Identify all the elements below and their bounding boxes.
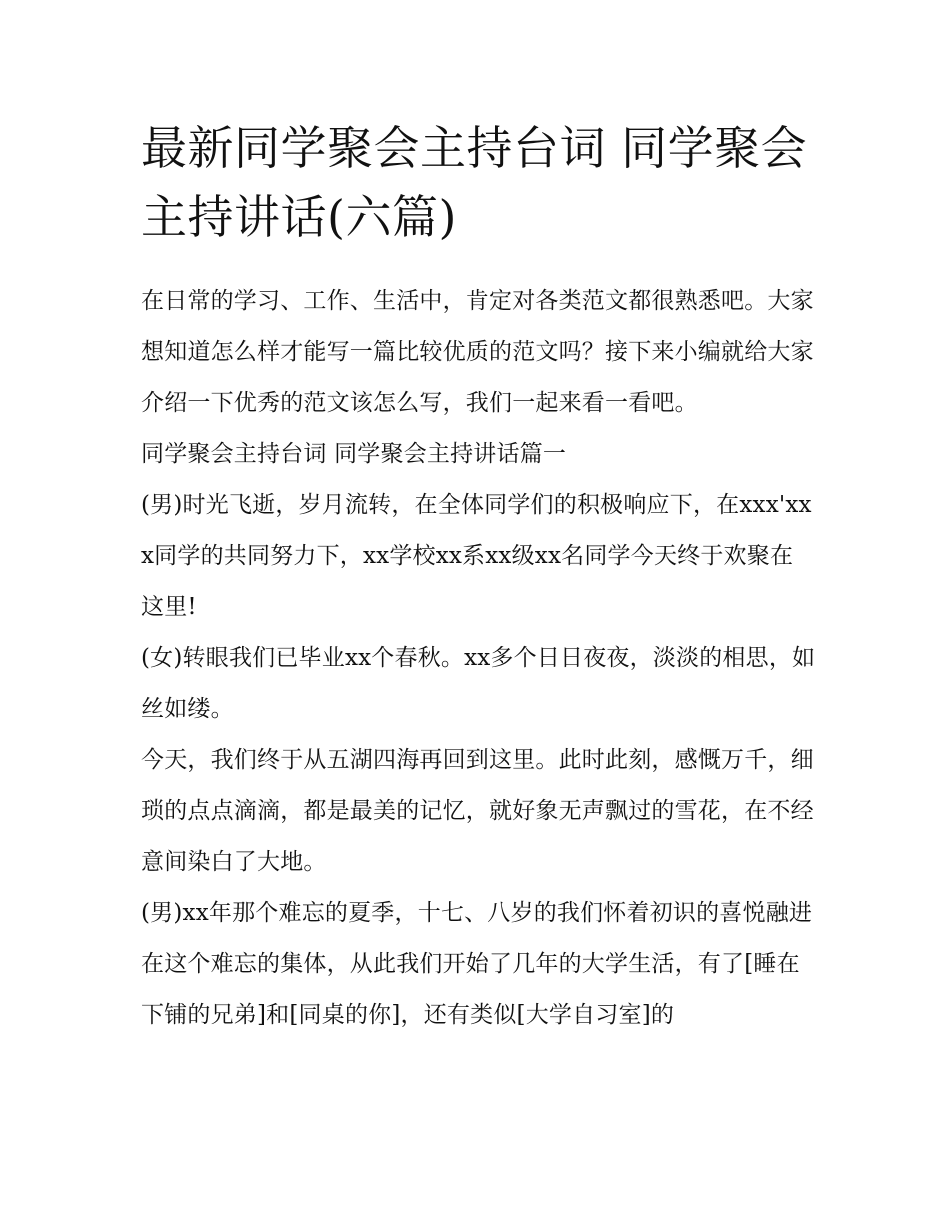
body-paragraph: 今天，我们终于从五湖四海再回到这里。此时此刻，感慨万千，细琐的点点滴滴，都是最美的记忆，就好象无声飘过的雪花，在不经意间染白了大地。 <box>141 747 814 875</box>
body-paragraph: (男)时光飞逝，岁月流转，在全体同学们的积极响应下，在xxx'xxx同学的共同努力下，xx学校xx系xx级xx名同学今天终于欢聚在这里! <box>141 492 812 620</box>
body-paragraph: (女)转眼我们已毕业xx个春秋。xx多个日日夜夜，淡淡的相思，如丝如缕。 <box>141 645 816 722</box>
body-paragraph: (男)xx年那个难忘的夏季，十七、八岁的我们怀着初识的喜悦融进在这个难忘的集体，从此我们开始了几年的大学生活，有了[睡在下铺的兄弟]和[同桌的你]，还有类似[大学自习室]的 <box>141 900 813 1028</box>
section-heading: 同学聚会主持台词 同学聚会主持讲话篇一 <box>141 441 567 467</box>
intro-paragraph: 在日常的学习、工作、生活中，肯定对各类范文都很熟悉吧。大家想知道怎么样才能写一篇比较优质的范文吗？接下来小编就给大家介绍一下优秀的范文该怎么写，我们一起来看一看吧。 <box>141 288 814 416</box>
document-body <box>141 276 816 1041</box>
document-title: 最新同学聚会主持台词 同学聚会主持讲话(六篇) <box>141 121 808 244</box>
